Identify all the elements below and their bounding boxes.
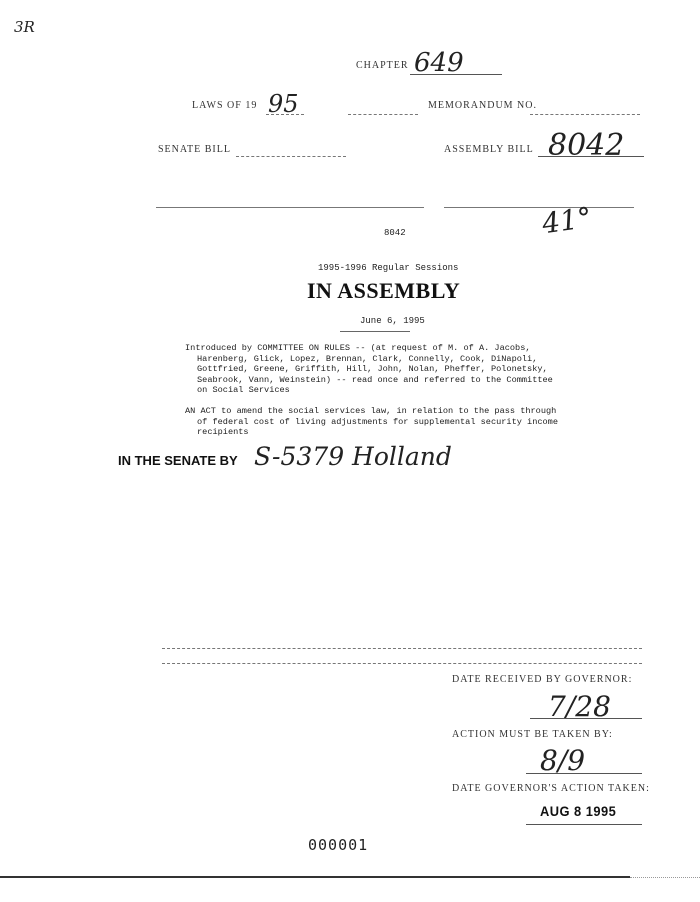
action-taken-label: DATE GOVERNOR'S ACTION TAKEN: — [452, 783, 650, 794]
lower-separator-2 — [162, 663, 642, 664]
house-title: IN ASSEMBLY — [307, 278, 461, 303]
date-underline — [340, 331, 410, 332]
chapter-underline — [410, 74, 502, 75]
session-text: 1995-1996 Regular Sessions — [318, 263, 459, 273]
senate-bill-blank-line — [236, 156, 346, 157]
separator-left — [156, 207, 424, 208]
date-received-underline — [530, 718, 642, 719]
date-received-label: DATE RECEIVED BY GOVERNOR: — [452, 674, 633, 685]
introduced-line: Seabrook, Vann, Weinstein) -- read once and referred to the Committee — [197, 374, 553, 385]
bottom-edge-line — [0, 876, 630, 878]
lower-separator-1 — [162, 648, 642, 649]
senate-handwritten-sponsor: S-5379 Holland — [254, 442, 452, 471]
act-line: AN ACT to amend the social services law, in relation to the pass through — [185, 406, 557, 416]
memorandum-blank-line — [530, 114, 640, 115]
bottom-edge-line-fade — [630, 877, 700, 878]
laws-year-handwritten: 95 — [268, 90, 299, 118]
action-deadline-handwritten: 8/9 — [540, 744, 586, 777]
stamp-handwritten-mark: 41° — [539, 200, 594, 241]
laws-blank-line — [348, 114, 418, 115]
action-taken-stamp: AUG 8 1995 — [540, 803, 617, 819]
action-deadline-label: ACTION MUST BE TAKEN BY: — [452, 729, 613, 740]
act-line: of federal cost of living adjustments for supplemental security income — [197, 416, 558, 427]
action-deadline-underline — [526, 773, 642, 774]
assembly-bill-underline — [538, 156, 644, 157]
chapter-handwritten-value: 649 — [414, 48, 464, 78]
laws-label: LAWS OF 19 — [192, 100, 258, 111]
introduced-line: on Social Services — [197, 385, 290, 395]
action-taken-underline — [526, 824, 642, 825]
laws-year-underline — [266, 114, 304, 115]
page-number: 000001 — [308, 836, 369, 854]
act-line: recipients — [197, 427, 249, 437]
assembly-bill-handwritten-value: 8042 — [548, 128, 625, 163]
introduced-line: Harenberg, Glick, Lopez, Brennan, Clark, Connelly, Cook, DiNapoli, — [197, 353, 538, 364]
senate-label: IN THE SENATE BY — [118, 453, 238, 468]
chapter-label: CHAPTER — [356, 60, 409, 71]
introduced-line: Gottfried, Greene, Griffith, Hill, John, Nolan, Pheffer, Polonetsky, — [197, 364, 548, 374]
senate-bill-label: SENATE BILL — [158, 144, 231, 155]
bill-number: 8042 — [384, 228, 406, 238]
assembly-bill-label: ASSEMBLY BILL — [444, 144, 534, 155]
date-received-handwritten: 7/28 — [548, 690, 611, 723]
introduced-paragraph — [185, 343, 615, 396]
introduced-line: Introduced by COMMITTEE ON RULES -- (at request of M. of A. Jacobs, — [185, 343, 531, 353]
act-paragraph — [185, 406, 615, 438]
corner-handwritten-mark: 3R — [14, 18, 35, 36]
bill-date: June 6, 1995 — [360, 316, 425, 326]
memorandum-label: MEMORANDUM NO. — [428, 100, 538, 111]
